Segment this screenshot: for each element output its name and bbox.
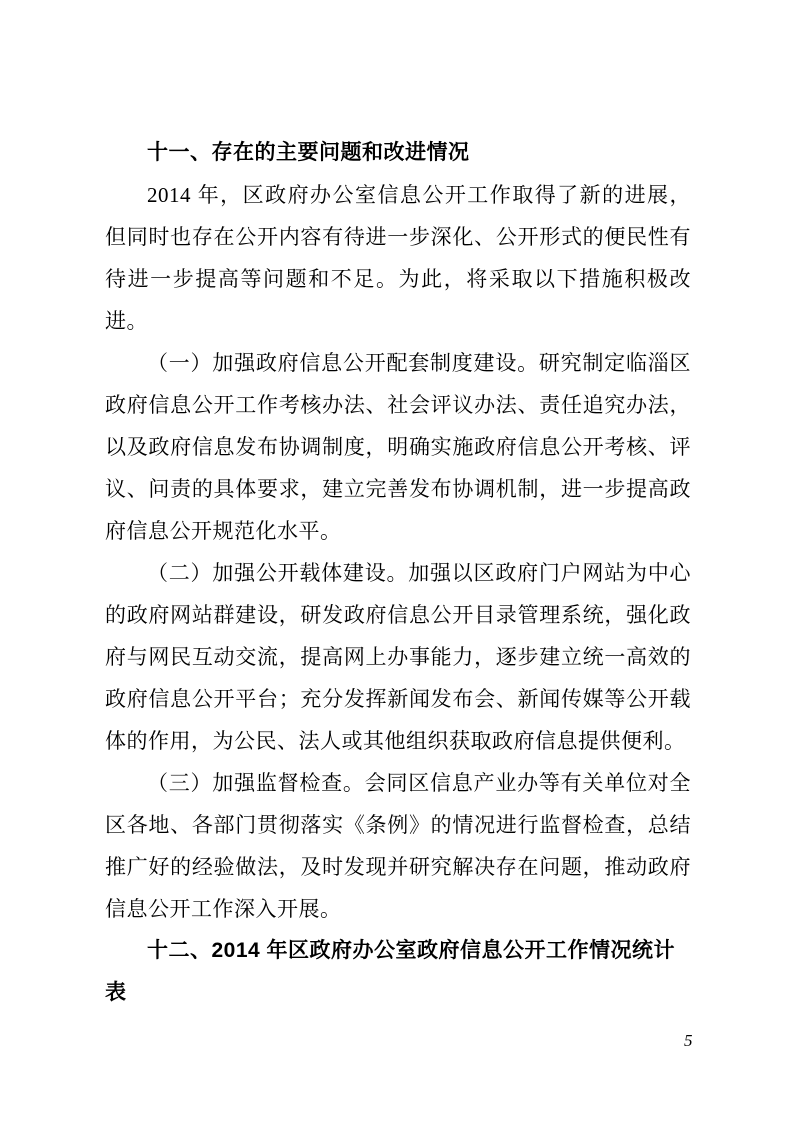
paragraph-measure-one: （一）加强政府信息公开配套制度建设。研究制定临淄区政府信息公开工作考核办法、社会评议办法、责任追究办法，以及政府信息发布协调制度，明确实施政府信息公开考核、评议、问责的具体要求，建立完善发布协调机制，进一步提高政府信息公开规范化水平。 bbox=[105, 351, 691, 543]
paragraph-measure-two: （二）加强公开载体建设。加强以区政府门户网站为中心的政府网站群建设，研发政府信息公开目录管理系统，强化政府与网民互动交流，提高网上办事能力，逐步建立统一高效的政府信息公开平台；充分发挥新闻发布会、新闻传媒等公开载体的作用，为公民、法人或其他组织获取政府信息提供便利。 bbox=[105, 561, 691, 753]
heading-section-twelve: 十二、2014 年区政府办公室政府信息公开工作情况统计表 bbox=[105, 939, 676, 1004]
page-number: 5 bbox=[684, 1031, 693, 1050]
document-body bbox=[105, 132, 691, 1014]
paragraph-measure-three: （三）加强监督检查。会同区信息产业办等有关单位对全区各地、各部门贯彻落实《条例》的情况进行监督检查，总结推广好的经验做法，及时发现并研究解决存在问题，推动政府信息公开工作深入开展。 bbox=[105, 771, 691, 921]
paragraph-intro-2014: 2014 年，区政府办公室信息公开工作取得了新的进展，但同时也存在公开内容有待进一步深化、公开形式的便民性有待进一步提高等问题和不足。为此，将采取以下措施积极改进。 bbox=[105, 183, 691, 333]
heading-section-eleven: 十一、存在的主要问题和改进情况 bbox=[147, 141, 470, 164]
